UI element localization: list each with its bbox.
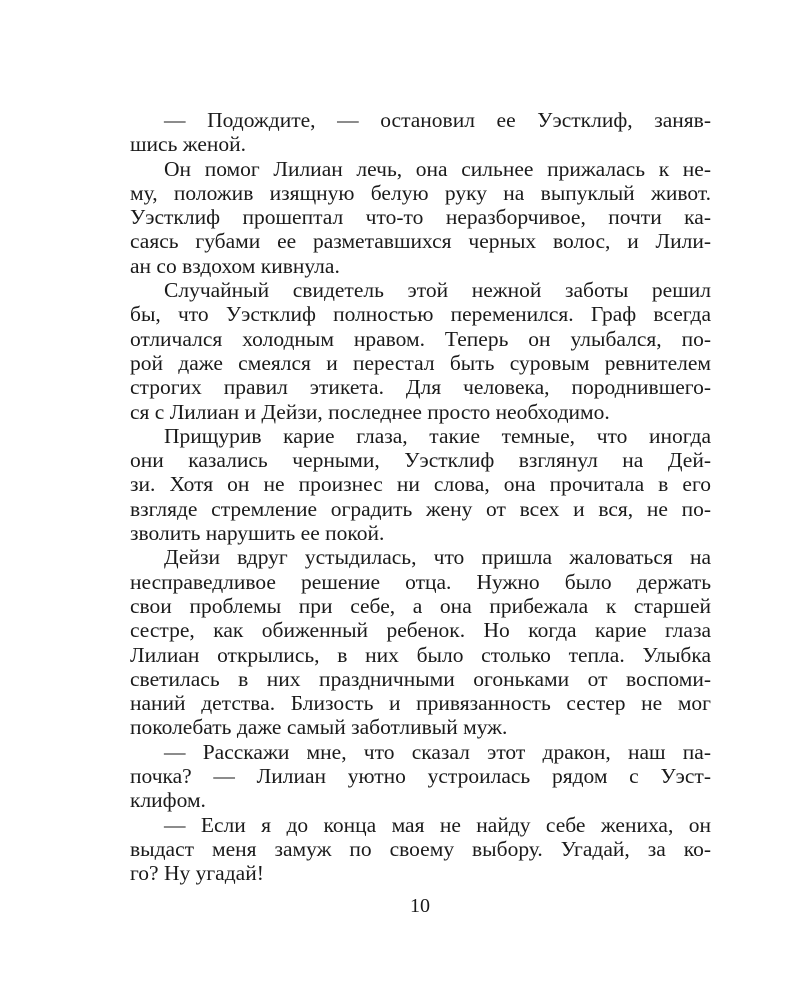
text-line: зи. Хотя он не произнес ни слова, она прочитала в его bbox=[130, 472, 711, 497]
text-line: шись женой. bbox=[130, 132, 247, 157]
text-line: Прищурив карие глаза, такие темные, что иногда bbox=[164, 423, 711, 448]
text-line: саясь губами ее разметавшихся черных волос, и Лили- bbox=[130, 229, 711, 254]
body-text bbox=[130, 108, 711, 886]
text-line: светилась в них праздничными огоньками от воспоми- bbox=[130, 666, 711, 691]
text-line: — Расскажи мне, что сказал этот дракон, наш па- bbox=[164, 739, 711, 764]
text-line: бы, что Уэстклиф полностью переменился. Граф всегда bbox=[130, 302, 711, 327]
text-line: Он помог Лилиан лечь, она сильнее прижалась к не- bbox=[164, 156, 711, 181]
text-line: ан со вздохом кивнула. bbox=[130, 253, 340, 278]
text-line: Случайный свидетель этой нежной заботы решил bbox=[164, 278, 711, 303]
text-line: почка? — Лилиан уютно устроилась рядом с Уэст- bbox=[130, 764, 711, 789]
text-line: наний детства. Близость и привязанность сестер не мог bbox=[130, 691, 711, 716]
text-line-p1-l1: — Подождите, — остановил ее Уэстклиф, заняв- bbox=[164, 108, 711, 132]
text-line: зволить нарушить ее покой. bbox=[130, 521, 385, 546]
text-line: взгляде стремление оградить жену от всех и вся, не по- bbox=[130, 496, 711, 521]
text-line: Дейзи вдруг устыдилась, что пришла жаловаться на bbox=[164, 545, 711, 570]
text-line: Лилиан открылись, в них было столько тепла. Улыбка bbox=[130, 642, 711, 667]
text-line: — Если я до конца мая не найду себе жениха, он bbox=[164, 812, 711, 837]
text-line: поколебать даже самый заботливый муж. bbox=[130, 715, 508, 740]
text-line: ся с Лилиан и Дейзи, последнее просто необходимо. bbox=[130, 399, 610, 424]
text-line: рой даже смеялся и перестал быть суровым ревнителем bbox=[130, 350, 711, 375]
text-line: клифом. bbox=[130, 788, 206, 813]
text-line: выдаст меня замуж по своему выбору. Угадай, за ко- bbox=[130, 836, 711, 861]
page-number: 10 bbox=[410, 895, 430, 917]
text-line: отличался холодным нравом. Теперь он улыбался, по- bbox=[130, 326, 711, 351]
text-line: го? Ну угадай! bbox=[130, 861, 264, 886]
text-line: му, положив изящную белую руку на выпуклый живот. bbox=[130, 180, 711, 205]
text-line: свои проблемы при себе, а она прибежала к старшей bbox=[130, 593, 711, 618]
text-line: строгих правил этикета. Для человека, породнившего- bbox=[130, 375, 711, 400]
text-line: сестре, как обиженный ребенок. Но когда карие глаза bbox=[130, 618, 711, 643]
text-line: они казались черными, Уэстклиф взглянул на Дей- bbox=[130, 448, 711, 473]
text-line: несправедливое решение отца. Нужно было держать bbox=[130, 569, 711, 594]
text-line: Уэстклиф прошептал что-то неразборчивое, почти ка- bbox=[130, 205, 711, 230]
